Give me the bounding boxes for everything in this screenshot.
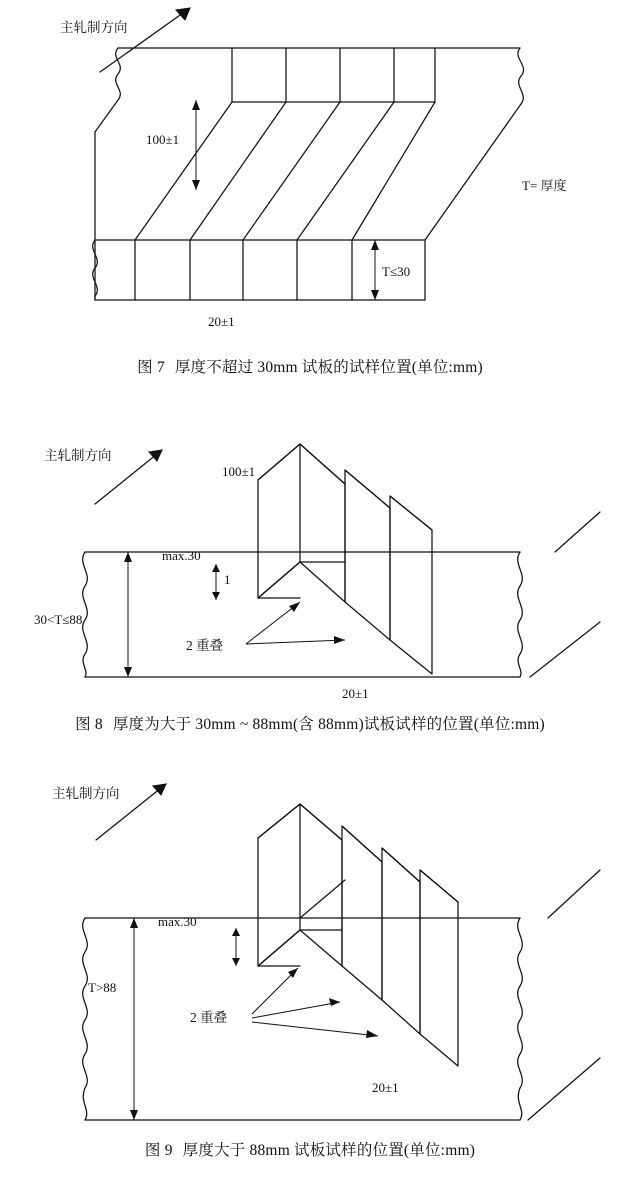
max-depth-arrow <box>232 928 240 966</box>
thickness-limit-dimension <box>371 240 379 300</box>
figure-7-length-label: 100±1 <box>146 132 180 147</box>
specimen-blocks <box>258 444 432 674</box>
figure-9 <box>0 770 620 1159</box>
figure-9-width-label: 20±1 <box>372 1080 399 1095</box>
figure-7-caption <box>0 355 620 377</box>
figure-8-caption-text: 厚度为大于 30mm ~ 88mm(含 88mm)试板试样的位置(单位:mm) <box>112 716 545 733</box>
thickness-range-dimension <box>130 918 138 1120</box>
figure-8-drawing <box>0 412 620 712</box>
figure-7-rolling-direction-label: 主轧制方向 <box>60 20 128 35</box>
figure-8-max-depth-label: max.30 <box>162 548 201 563</box>
gap-dimension <box>212 564 220 600</box>
length-dimension <box>192 100 200 190</box>
figure-7-drawing <box>0 0 620 350</box>
figure-8-thickness-range-label: 30<T≤88 <box>34 612 83 627</box>
figure-7 <box>0 0 620 376</box>
thickness-range-dimension <box>124 552 132 677</box>
figure-8 <box>0 412 620 733</box>
figure-7-number: 图 7 <box>137 359 165 376</box>
figure-7-thickness-limit-label: T≤30 <box>382 264 411 279</box>
figure-7-width-label: 20±1 <box>208 314 235 329</box>
figure-8-width-label: 20±1 <box>342 686 369 701</box>
plate-body <box>83 918 523 1120</box>
figure-9-overlap-label: 2 重叠 <box>190 1010 228 1025</box>
figure-8-overlap-label: 2 重叠 <box>186 638 224 653</box>
figure-8-gap-label: 1 <box>224 572 231 587</box>
figure-9-max-depth-label: max.30 <box>158 914 197 929</box>
figure-7-thickness-note: T= 厚度 <box>522 178 567 193</box>
figure-9-drawing <box>0 770 620 1150</box>
plate-body <box>83 552 523 677</box>
plate-body <box>93 48 524 300</box>
figure-9-thickness-range-label: T>88 <box>88 980 117 995</box>
figure-8-number: 图 8 <box>75 716 103 733</box>
figure-9-caption <box>0 1138 620 1160</box>
figure-7-caption-text: 厚度不超过 30mm 试板的试样位置(单位:mm) <box>174 359 483 376</box>
figure-9-number: 图 9 <box>144 1142 173 1159</box>
figure-8-rolling-direction-label: 主轧制方向 <box>44 448 112 463</box>
rolling-direction-arrow <box>100 8 190 72</box>
overlap-leaders <box>252 968 378 1038</box>
specimen-blocks <box>258 804 458 1066</box>
figure-8-caption <box>0 712 620 734</box>
specimen-strips <box>135 48 435 300</box>
figure-9-rolling-direction-label: 主轧制方向 <box>52 786 120 801</box>
overlap-leaders <box>246 602 345 644</box>
figure-9-caption-text: 厚度大于 88mm 试板试样的位置(单位:mm) <box>182 1142 476 1159</box>
figure-8-length-label: 100±1 <box>222 464 256 479</box>
